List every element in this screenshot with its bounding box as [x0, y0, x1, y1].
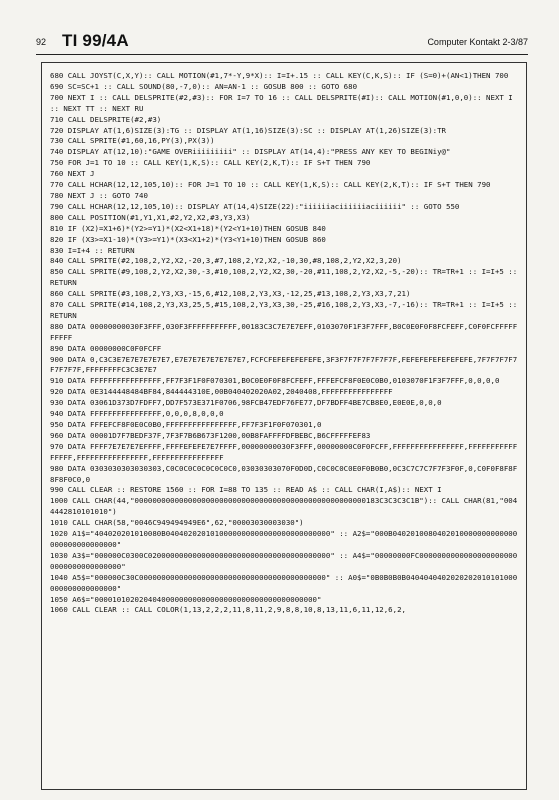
- code-line: 1020 A1$="404020201010080B0404020201010000000000000000000000000" :: A2$="000B0402010080402010000000000000000000000000000": [50, 529, 518, 549]
- code-line: 780 NEXT J :: GOTO 740: [50, 190, 148, 200]
- code-listing-box: [41, 62, 527, 790]
- page-number: 92: [36, 37, 47, 47]
- code-line: 1010 CALL CHAR(58,"0046C949494949E6",62,"00003030003030"): [50, 518, 304, 528]
- page-header: [0, 0, 559, 60]
- code-line: 890 DATA 00000000C0F0FCFF: [50, 343, 162, 353]
- code-line: 950 DATA FFFEFCF8F0E0C0B0,FFFFFFFFFFFFFFFF,FF7F3F1F0F070301,0: [50, 420, 322, 429]
- issue-label: Computer Kontakt 2-3/87: [427, 37, 528, 47]
- code-line: 750 FOR J=1 TO 10 :: CALL KEY(1,K,S):: CALL KEY(2,K,T):: IF S+T THEN 790: [50, 158, 371, 168]
- code-line: 730 CALL SPRITE(#1,60,16,PY(3),PX(3)): [50, 136, 215, 146]
- code-line: 690 SC=SC+1 :: CALL SOUND(80,-7,0):: AN=AN-1 :: GOSUB 800 :: GOTO 680: [50, 81, 358, 91]
- code-line: 870 CALL SPRITE(#14,108,2,Y3,X3,25,5,#15,108,2,Y3,X3,30,-25,#16,108,2,Y3,X3,-7,-16):: TR=TR+1 :: I=I+5 :: RETURN: [50, 300, 522, 320]
- code-line: 830 I=I+4 :: RETURN: [50, 245, 135, 255]
- code-line: 710 CALL DELSPRITE(#2,#3): [50, 114, 162, 124]
- code-line: 840 CALL SPRITE(#2,108,2,Y2,X2,-20,3,#7,108,2,Y2,X2,-10,30,#8,108,2,Y2,X2,3,20): [50, 256, 402, 266]
- code-line: 920 DATA 0E3144448484BF84,844444310E,00B040402020A02,2040408,FFFFFFFFFFFFFFFF: [50, 387, 393, 397]
- code-line: 880 DATA 00000000030F3FFF,030F3FFFFFFFFFFF,00183C3C7E7E7EFF,0103070F1F3F7FFF,B0C0E0F0F8FCFEFF,C0F0FCFFFFFFFFFF: [50, 321, 518, 342]
- magazine-title: TI 99/4A: [62, 31, 129, 50]
- code-line: 990 CALL CLEAR :: RESTORE 1560 :: FOR I=88 TO 135 :: READ A$ :: CALL CHAR(I,A$):: NEXT I: [50, 485, 442, 495]
- code-line: 820 IF (X3>=X1-10)*(Y3>=Y1)*(X3<X1+2)*(Y3<Y1+10)THEN GOSUB 860: [50, 234, 326, 244]
- code-line: 960 DATA 00001D7F7BEDF37F,7F3F7B6B673F1200,00B8FAFFFFDFBEBC,B6CFFFFFEF83: [50, 430, 371, 440]
- code-line: 700 NEXT I :: CALL DELSPRITE(#2,#3):: FOR I=7 TO 16 :: CALL DELSPRITE(#I):: CALL MOTION(#1,0,0):: NEXT I :: NEXT TT :: NEXT RU: [50, 92, 518, 113]
- code-line: 770 CALL HCHAR(12,12,105,10):: FOR J=1 TO 10 :: CALL KEY(1,K,S):: CALL KEY(2,K,T):: IF S+T THEN 790: [50, 180, 491, 190]
- code-line: 980 DATA 0303030303030303,C0C0C0C0C0C0C0C0,03030303070F0D0D,C0C0C0C0E0F0B0B0,0C3C7C7C7F7F3F0F,0,C0F0F8F8F8F8F0C0,0: [50, 463, 518, 484]
- code-line: 790 CALL HCHAR(12,12,105,10):: DISPLAY AT(14,4)SIZE(22):"iiiiiiaciiiiiiaciiiiii" :: GOTO 550: [50, 201, 460, 211]
- code-line: 740 DISPLAY AT(12,10):"GAME OVERiiiiiiiii" :: DISPLAY AT(14,4):"PRESS ANY KEY TO BEGINiy@": [50, 147, 451, 157]
- code-listing: [50, 71, 520, 616]
- code-line: 1030 A3$="000000C0300C02000000000000000000000000000000000000000" :: A4$="00000000FC00000000000000000000000000000000000000": [50, 550, 518, 571]
- code-line: 910 DATA FFFFFFFFFFFFFFFF,FF7F3F1F0F070301,B0C0E0F0F8FCFEFF,FFFEFCF8F0E0C0B0,0103070F1F3F7FFF,0,0,0,0: [50, 376, 500, 386]
- code-line: 860 CALL SPRITE(#3,108,2,Y3,X3,-15,6,#12,108,2,Y3,X3,-12,25,#13,108,2,Y3,X3,7,21): [50, 289, 411, 299]
- code-line: 680 CALL JOYST(C,X,Y):: CALL MOTION(#1,7*-Y,9*X):: I=I+.15 :: CALL KEY(C,K,S):: IF (S=0)+(AN<1)THEN 700: [50, 71, 509, 80]
- code-line: 900 DATA 0,C3C3E7E7E7E7E7E7,E7E7E7E7E7E7E7E7,FCFCFEFEFEFEFEFE,3F3F7F7F7F7F7F7F,FEFEFEFEFEFEFEFE,7F7F7F7F7F7F7F7F,FFFFFFFFC3C3E7E7: [50, 354, 518, 375]
- code-line: 1040 A5$="000000C30C000000000000000000000000000000000000000000" :: A0$="0B0B0B0B0404040402020202010101000000000000000000": [50, 572, 518, 593]
- code-line: 1060 CALL CLEAR :: CALL COLOR(1,13,2,2,2,11,8,11,2,9,8,8,10,8,13,11,6,11,12,6,2,: [50, 605, 406, 615]
- code-line: 850 CALL SPRITE(#9,108,2,Y2,X2,30,-3,#10,108,2,Y2,X2,30,-20,#11,108,2,Y2,X2,-5,-20):: TR=TR+1 :: I=I+5 :: RETURN: [50, 267, 522, 288]
- code-line: 800 CALL POSITION(#1,Y1,X1,#2,Y2,X2,#3,Y3,X3): [50, 212, 251, 222]
- code-line: 940 DATA FFFFFFFFFFFFFFFF,0,0,0,8,0,0,0: [50, 409, 224, 419]
- code-line: 1000 CALL CHAR(44,"0000000000000000000000000000000000000000000000000000183C3C3C3C1B"):: CALL CHAR(81,"0044442810101010"): [50, 496, 518, 517]
- code-line: 760 NEXT J: [50, 169, 95, 179]
- code-line: 970 DATA FFFF7E7E7E7EFFFF,FFFFEFEFE7E7FFFF,00000000030F3FFF,00000000C0F0FCFF,FFFFFFFFFFFFFFFF,FFFFFFFFFFFFFFFF,FFFFFFFFFFFFFFFF,FFFFFFFFFFFFFFFF: [50, 441, 518, 462]
- code-line: 930 DATA 03061D373D7FDFF7,DD7F573E371F0706,98FCB47EDF76FE77,DF7BDFF4BE7CB8E0,E0E0E,0,0,0: [50, 398, 442, 408]
- header-rule: [36, 54, 528, 55]
- code-line: 720 DISPLAY AT(1,6)SIZE(3):TG :: DISPLAY AT(1,16)SIZE(3):SC :: DISPLAY AT(1,26)SIZE(3):TR: [50, 125, 447, 135]
- code-line: 1050 A6$="00001010202040400000000000000000000000000000000000": [50, 594, 322, 604]
- code-line: 810 IF (X2)=X1+6)*(Y2>=Y1)*(X2<X1+18)*(Y2<Y1+10)THEN GOSUB 840: [50, 223, 326, 233]
